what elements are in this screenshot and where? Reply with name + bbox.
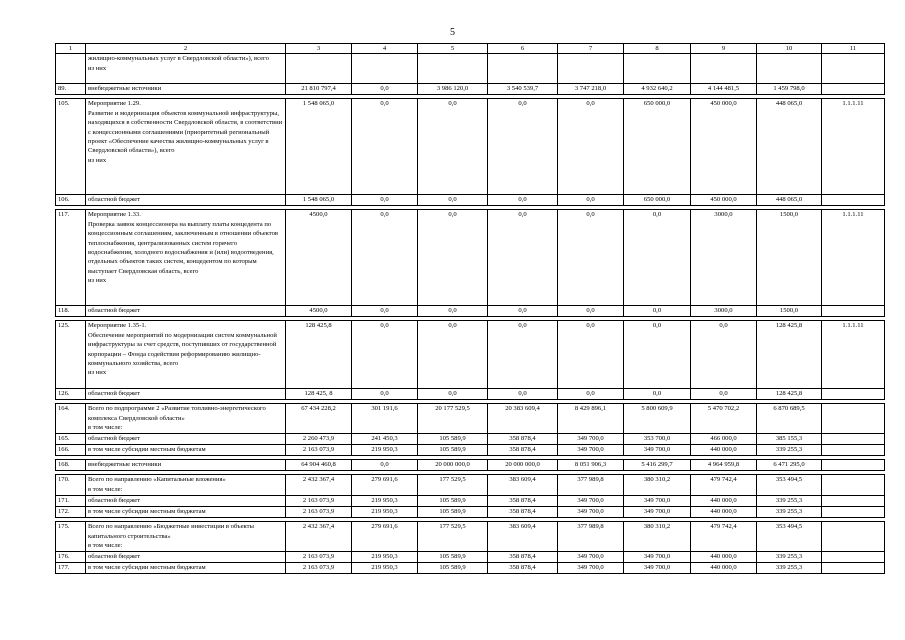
description-cell: Всего по направлению «Капитальные вложения» в том числе: [86,475,286,496]
value-cell: 20 000 000,0 [418,460,488,471]
column-header: 2 [86,44,286,54]
target-code-cell [822,54,885,84]
row-number-cell: 89. [56,84,86,95]
description-cell: внебюджетные источники [86,84,286,95]
description-cell: Мероприятие 1.33. Проверка заявок концессионера на выплату платы концедента по концессионным соглашениям, заключенным в отношении объектов теплоснабжения, централизованных систем горячего водоснабжения, холодного водоснабжения и (или) водоотведения, отдельных объектов таких систем, концедентом по которым выступает Свердловская область, всего из них [86,210,286,306]
value-cell: 380 310,2 [624,475,691,496]
row-number-cell: 125. [56,321,86,389]
table-row [56,389,885,400]
value-cell: 339 255,3 [757,496,822,507]
value-cell: 0,0 [558,306,624,317]
target-code-cell [822,404,885,434]
value-cell: 1 459 798,0 [757,84,822,95]
value-cell: 0,0 [691,389,757,400]
table-row [56,563,885,574]
target-code-cell [822,195,885,206]
description-cell: областной бюджет [86,434,286,445]
value-cell: 349 700,0 [558,434,624,445]
table-row [56,522,885,552]
value-cell: 2 163 073,9 [286,552,352,563]
value-cell: 0,0 [558,195,624,206]
value-cell: 448 065,0 [757,195,822,206]
value-cell: 349 700,0 [624,496,691,507]
value-cell: 349 700,0 [624,552,691,563]
target-code-cell: 1.1.1.11 [822,99,885,195]
value-cell: 0,0 [352,195,418,206]
value-cell: 241 450,3 [352,434,418,445]
value-cell: 20 177 529,5 [418,404,488,434]
value-cell: 440 000,0 [691,445,757,456]
value-cell: 67 434 228,2 [286,404,352,434]
description-cell: Всего по направлению «Бюджетные инвестиции в объекты капитального строительства» в том числе: [86,522,286,552]
header-row [56,44,885,54]
value-cell: 0,0 [488,99,558,195]
value-cell: 3000,0 [691,210,757,306]
table-row [56,321,885,389]
column-header: 11 [822,44,885,54]
table-row [56,445,885,456]
value-cell: 450 000,0 [691,99,757,195]
target-code-cell [822,507,885,518]
value-cell: 466 000,0 [691,434,757,445]
value-cell: 0,0 [488,195,558,206]
row-number-cell: 118. [56,306,86,317]
value-cell: 219 950,3 [352,563,418,574]
target-code-cell [822,496,885,507]
value-cell: 21 810 797,4 [286,84,352,95]
description-cell: в том числе субсидии местным бюджетам [86,445,286,456]
value-cell: 0,0 [624,306,691,317]
description-cell: областной бюджет [86,496,286,507]
value-cell: 440 000,0 [691,496,757,507]
value-cell: 4500,0 [286,210,352,306]
value-cell: 339 255,3 [757,552,822,563]
value-cell: 349 700,0 [624,445,691,456]
value-cell: 1500,0 [757,306,822,317]
value-cell: 383 609,4 [488,522,558,552]
value-cell: 349 700,0 [558,552,624,563]
table-row [56,552,885,563]
value-cell: 0,0 [488,321,558,389]
value-cell: 105 589,9 [418,496,488,507]
value-cell: 479 742,4 [691,522,757,552]
column-header: 6 [488,44,558,54]
description-cell: областной бюджет [86,306,286,317]
value-cell: 380 310,2 [624,522,691,552]
value-cell: 0,0 [488,210,558,306]
value-cell: 440 000,0 [691,563,757,574]
row-number-cell: 176. [56,552,86,563]
target-code-cell [822,84,885,95]
value-cell: 0,0 [352,99,418,195]
value-cell: 349 700,0 [558,496,624,507]
table-row [56,507,885,518]
value-cell: 440 000,0 [691,507,757,518]
value-cell: 5 800 609,9 [624,404,691,434]
value-cell: 383 609,4 [488,475,558,496]
value-cell: 0,0 [418,321,488,389]
value-cell: 219 950,3 [352,552,418,563]
budget-table-container [55,43,885,574]
value-cell: 3 540 539,7 [488,84,558,95]
value-cell: 279 691,6 [352,522,418,552]
table-row [56,195,885,206]
value-cell: 349 700,0 [558,445,624,456]
value-cell [488,54,558,84]
value-cell: 0,0 [691,321,757,389]
value-cell: 0,0 [352,460,418,471]
row-number-cell: 177. [56,563,86,574]
value-cell: 358 878,4 [488,434,558,445]
value-cell: 0,0 [624,389,691,400]
row-number-cell: 165. [56,434,86,445]
description-cell: областной бюджет [86,552,286,563]
value-cell: 339 255,3 [757,563,822,574]
value-cell: 349 700,0 [558,563,624,574]
column-header: 5 [418,44,488,54]
value-cell: 4500,0 [286,306,352,317]
target-code-cell: 1.1.1.11 [822,321,885,389]
value-cell: 349 700,0 [558,507,624,518]
table-row [56,54,885,84]
value-cell: 6 471 295,0 [757,460,822,471]
value-cell: 4 144 481,5 [691,84,757,95]
value-cell: 0,0 [558,99,624,195]
value-cell: 8 051 906,3 [558,460,624,471]
description-cell: в том числе субсидии местным бюджетам [86,563,286,574]
value-cell: 6 870 689,5 [757,404,822,434]
value-cell [624,54,691,84]
value-cell: 358 878,4 [488,507,558,518]
row-number-cell: 105. [56,99,86,195]
table-row [56,475,885,496]
value-cell: 2 432 367,4 [286,475,352,496]
value-cell: 4 932 640,2 [624,84,691,95]
value-cell: 339 255,3 [757,507,822,518]
value-cell: 105 589,9 [418,434,488,445]
target-code-cell [822,460,885,471]
value-cell [558,54,624,84]
row-number-cell: 172. [56,507,86,518]
value-cell: 128 425,8 [757,321,822,389]
value-cell: 105 589,9 [418,552,488,563]
value-cell: 0,0 [352,321,418,389]
table-body [56,44,885,574]
column-header: 3 [286,44,352,54]
value-cell: 4 964 959,8 [691,460,757,471]
row-number-cell: 170. [56,475,86,496]
row-number-cell [56,54,86,84]
table-row [56,210,885,306]
value-cell: 349 700,0 [624,507,691,518]
value-cell: 0,0 [418,306,488,317]
value-cell: 0,0 [488,389,558,400]
row-number-cell: 117. [56,210,86,306]
value-cell: 0,0 [352,84,418,95]
value-cell: 301 191,6 [352,404,418,434]
value-cell: 450 000,0 [691,195,757,206]
value-cell: 2 163 073,9 [286,563,352,574]
value-cell: 2 163 073,9 [286,507,352,518]
value-cell: 177 529,5 [418,475,488,496]
description-cell: жилищно-коммунальных услуг в Свердловской области»), всего из них [86,54,286,84]
description-cell: областной бюджет [86,389,286,400]
budget-table [55,43,885,574]
value-cell: 0,0 [418,195,488,206]
value-cell: 105 589,9 [418,507,488,518]
value-cell: 2 432 367,4 [286,522,352,552]
value-cell: 8 429 896,1 [558,404,624,434]
table-row [56,434,885,445]
value-cell: 0,0 [418,99,488,195]
value-cell: 128 425,8 [286,321,352,389]
target-code-cell: 1.1.1.11 [822,210,885,306]
target-code-cell [822,445,885,456]
value-cell: 64 904 460,8 [286,460,352,471]
value-cell: 0,0 [352,306,418,317]
value-cell: 219 950,3 [352,496,418,507]
value-cell: 349 700,0 [624,563,691,574]
row-number-cell: 171. [56,496,86,507]
row-number-cell: 126. [56,389,86,400]
value-cell: 1 548 065,0 [286,99,352,195]
value-cell: 2 163 073,9 [286,445,352,456]
description-cell: Мероприятие 1.29. Развитие и модернизация объектов коммунальной инфраструктуры, находящихся в собственности Свердловской области, в соответствии с концессионными соглашениями (приоритетный региональный проект «Обеспечение качества жилищно-коммунальных услуг в Свердловской области»), всего из них [86,99,286,195]
value-cell: 377 989,8 [558,522,624,552]
value-cell: 358 878,4 [488,552,558,563]
table-row [56,84,885,95]
column-header: 10 [757,44,822,54]
value-cell: 128 425, 8 [286,389,352,400]
target-code-cell [822,475,885,496]
value-cell: 1500,0 [757,210,822,306]
value-cell: 2 163 073,9 [286,496,352,507]
table-row [56,404,885,434]
target-code-cell [822,306,885,317]
value-cell: 385 155,3 [757,434,822,445]
value-cell: 358 878,4 [488,496,558,507]
value-cell: 177 529,5 [418,522,488,552]
value-cell: 339 255,3 [757,445,822,456]
value-cell [757,54,822,84]
value-cell: 279 691,6 [352,475,418,496]
value-cell [691,54,757,84]
value-cell: 128 425,8 [757,389,822,400]
column-header: 1 [56,44,86,54]
value-cell: 5 470 702,2 [691,404,757,434]
value-cell: 353 494,5 [757,522,822,552]
column-header: 7 [558,44,624,54]
value-cell [418,54,488,84]
table-row [56,306,885,317]
value-cell: 358 878,4 [488,563,558,574]
value-cell: 448 065,0 [757,99,822,195]
value-cell: 20 383 609,4 [488,404,558,434]
description-cell: внебюджетные источники [86,460,286,471]
value-cell: 0,0 [352,210,418,306]
value-cell: 2 260 473,9 [286,434,352,445]
value-cell: 0,0 [488,306,558,317]
value-cell: 440 000,0 [691,552,757,563]
target-code-cell [822,522,885,552]
target-code-cell [822,389,885,400]
value-cell: 0,0 [352,389,418,400]
value-cell: 650 000,0 [624,99,691,195]
target-code-cell [822,434,885,445]
value-cell: 358 878,4 [488,445,558,456]
table-row [56,460,885,471]
value-cell: 105 589,9 [418,563,488,574]
row-number-cell: 175. [56,522,86,552]
table-row [56,496,885,507]
value-cell: 650 000,0 [624,195,691,206]
value-cell: 219 950,3 [352,445,418,456]
value-cell: 219 950,3 [352,507,418,518]
description-cell: Мероприятие 1.35-1. Обеспечение мероприятий по модернизации систем коммунальной инфраструктуры за счет средств, поступивших от государственной корпорации – Фонда содействия реформированию жилищно-коммунального хозяйства, всего из них [86,321,286,389]
value-cell: 3000,0 [691,306,757,317]
value-cell: 20 000 000,0 [488,460,558,471]
value-cell: 3 986 120,0 [418,84,488,95]
value-cell: 5 416 299,7 [624,460,691,471]
page-number: 5 [450,27,455,38]
row-number-cell: 168. [56,460,86,471]
value-cell: 353 700,0 [624,434,691,445]
value-cell: 105 589,9 [418,445,488,456]
value-cell [352,54,418,84]
value-cell: 0,0 [558,321,624,389]
row-number-cell: 164. [56,404,86,434]
value-cell [286,54,352,84]
value-cell: 3 747 218,0 [558,84,624,95]
value-cell: 0,0 [558,389,624,400]
target-code-cell [822,552,885,563]
description-cell: в том числе субсидии местным бюджетам [86,507,286,518]
description-cell: областной бюджет [86,195,286,206]
table-row [56,99,885,195]
row-number-cell: 106. [56,195,86,206]
value-cell: 0,0 [558,210,624,306]
target-code-cell [822,563,885,574]
value-cell: 0,0 [624,321,691,389]
value-cell: 0,0 [418,389,488,400]
description-cell: Всего по подпрограмме 2 «Развитие топливно-энергетического комплекса Свердловской области» в том числе: [86,404,286,434]
column-header: 8 [624,44,691,54]
column-header: 4 [352,44,418,54]
value-cell: 479 742,4 [691,475,757,496]
value-cell: 0,0 [624,210,691,306]
value-cell: 377 989,8 [558,475,624,496]
column-header: 9 [691,44,757,54]
value-cell: 1 548 065,0 [286,195,352,206]
value-cell: 0,0 [418,210,488,306]
row-number-cell: 166. [56,445,86,456]
value-cell: 353 494,5 [757,475,822,496]
